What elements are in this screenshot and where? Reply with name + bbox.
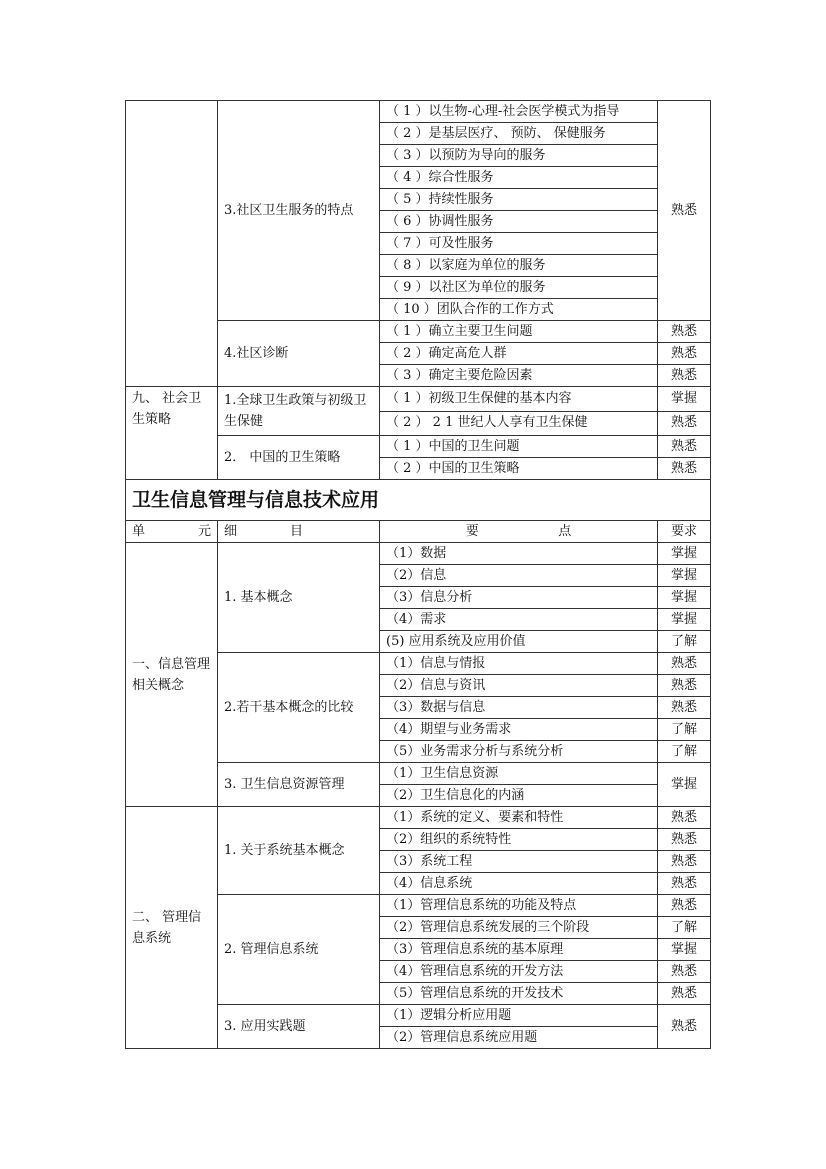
requirement-cell: 熟悉 <box>658 829 711 851</box>
section-heading-row <box>126 480 711 521</box>
header-points-a: 要 <box>465 523 479 539</box>
table-row <box>126 521 711 543</box>
point-cell: （ 3 ）以预防为导向的服务 <box>380 145 658 167</box>
requirement-cell: 熟悉 <box>658 458 711 480</box>
point-cell: （1）管理信息系统的功能及特点 <box>380 895 658 917</box>
subject-cell: 3. 应用实践题 <box>218 1005 380 1049</box>
point-cell: （5）管理信息系统的开发技术 <box>380 983 658 1005</box>
requirement-cell: 熟悉 <box>658 675 711 697</box>
requirement-cell: 掌握 <box>658 587 711 609</box>
requirement-cell: 熟悉 <box>658 895 711 917</box>
requirement-cell: 掌握 <box>658 387 711 412</box>
requirement-cell: 掌握 <box>658 565 711 587</box>
point-cell: （2）管理信息系统应用题 <box>380 1027 658 1049</box>
header-subject-a: 细 <box>224 523 238 539</box>
point-cell: （ 1 ）以生物-心理-社会医学模式为指导 <box>380 101 658 123</box>
point-cell: （ 3 ）确定主要危险因素 <box>380 365 658 387</box>
point-cell: （ 4 ）综合性服务 <box>380 167 658 189</box>
requirement-cell: 熟悉 <box>658 697 711 719</box>
unit-cell: 二、 管理信息系统 <box>126 807 218 1049</box>
header-points-b: 点 <box>558 523 572 539</box>
requirement-cell: 掌握 <box>658 939 711 961</box>
requirement-cell: 熟悉 <box>658 321 711 343</box>
requirement-cell: 掌握 <box>658 609 711 631</box>
header-subject-b: 目 <box>289 523 303 539</box>
table-row <box>126 387 711 412</box>
requirement-cell: 掌握 <box>658 763 711 807</box>
header-requirement: 要求 <box>658 521 711 543</box>
point-cell: （ 7 ）可及性服务 <box>380 233 658 255</box>
subject-cell: 1. 基本概念 <box>218 543 380 653</box>
table-row <box>126 807 711 829</box>
requirement-cell: 熟悉 <box>658 436 711 458</box>
section-heading: 卫生信息管理与信息技术应用 <box>126 480 711 521</box>
requirement-cell: 熟悉 <box>658 653 711 675</box>
unit-cell-empty <box>126 101 218 387</box>
subject-cell: 1.全球卫生政策与初级卫生保健 <box>218 387 380 436</box>
requirement-cell: 熟悉 <box>658 807 711 829</box>
point-cell: （4）期望与业务需求 <box>380 719 658 741</box>
subject-cell: 2. 管理信息系统 <box>218 895 380 1005</box>
point-cell: （2）卫生信息化的内涵 <box>380 785 658 807</box>
point-cell: （ 1 ）中国的卫生问题 <box>380 436 658 458</box>
header-unit-b: 元 <box>197 523 211 539</box>
subject-cell: 2.若干基本概念的比较 <box>218 653 380 763</box>
point-cell: （ 1 ）确立主要卫生问题 <box>380 321 658 343</box>
header-unit <box>126 521 218 543</box>
requirement-cell: 熟悉 <box>658 873 711 895</box>
point-cell: （ 8 ）以家庭为单位的服务 <box>380 255 658 277</box>
point-cell: （5）业务需求分析与系统分析 <box>380 741 658 763</box>
point-cell: （2）组织的系统特性 <box>380 829 658 851</box>
point-cell: （1）卫生信息资源 <box>380 763 658 785</box>
header-subject <box>218 521 380 543</box>
point-cell: （ 6 ）协调性服务 <box>380 211 658 233</box>
unit-cell: 一、信息管理相关概念 <box>126 543 218 807</box>
subject-cell: 1. 关于系统基本概念 <box>218 807 380 895</box>
point-cell: （1）数据 <box>380 543 658 565</box>
header-points <box>380 521 658 543</box>
point-cell: （ 2 ）中国的卫生策略 <box>380 458 658 480</box>
unit-cell: 九、 社会卫生策略 <box>126 387 218 480</box>
requirement-cell: 了解 <box>658 719 711 741</box>
point-cell: （ 5 ）持续性服务 <box>380 189 658 211</box>
point-cell: （ 1 ）初级卫生保健的基本内容 <box>380 387 658 412</box>
subject-cell: 4.社区诊断 <box>218 321 380 387</box>
point-cell: （ 2 ） 2 1 世纪人人享有卫生保健 <box>380 411 658 436</box>
requirement-cell: 熟悉 <box>658 851 711 873</box>
point-cell: （2）信息与资讯 <box>380 675 658 697</box>
subject-cell: 3.社区卫生服务的特点 <box>218 101 380 321</box>
requirement-cell: 掌握 <box>658 543 711 565</box>
point-cell: （3）信息分析 <box>380 587 658 609</box>
table-row <box>126 543 711 565</box>
point-cell: （3）管理信息系统的基本原理 <box>380 939 658 961</box>
point-cell: （4）管理信息系统的开发方法 <box>380 961 658 983</box>
requirement-cell: 了解 <box>658 917 711 939</box>
subject-cell: 2． 中国的卫生策略 <box>218 436 380 480</box>
point-cell: (5) 应用系统及应用价值 <box>380 631 658 653</box>
point-cell: （1）信息与情报 <box>380 653 658 675</box>
point-cell: （2）管理信息系统发展的三个阶段 <box>380 917 658 939</box>
point-cell: （1）系统的定义、要素和特性 <box>380 807 658 829</box>
requirement-cell: 熟悉 <box>658 101 711 321</box>
requirement-cell: 熟悉 <box>658 365 711 387</box>
subject-cell: 3. 卫生信息资源管理 <box>218 763 380 807</box>
table-row <box>126 101 711 123</box>
point-cell: （4）需求 <box>380 609 658 631</box>
point-cell: （ 2 ）确定高危人群 <box>380 343 658 365</box>
requirement-cell: 熟悉 <box>658 411 711 436</box>
requirement-cell: 熟悉 <box>658 343 711 365</box>
point-cell: （2）信息 <box>380 565 658 587</box>
header-unit-a: 单 <box>132 523 146 539</box>
point-cell: （3）数据与信息 <box>380 697 658 719</box>
point-cell: （3）系统工程 <box>380 851 658 873</box>
requirement-cell: 了解 <box>658 631 711 653</box>
requirement-cell: 熟悉 <box>658 961 711 983</box>
syllabus-table <box>125 100 711 1049</box>
point-cell: （ 2 ）是基层医疗、 预防、 保健服务 <box>380 123 658 145</box>
point-cell: （ 9 ）以社区为单位的服务 <box>380 277 658 299</box>
point-cell: （4）信息系统 <box>380 873 658 895</box>
requirement-cell: 了解 <box>658 741 711 763</box>
point-cell: （1）逻辑分析应用题 <box>380 1005 658 1027</box>
requirement-cell: 熟悉 <box>658 1005 711 1049</box>
requirement-cell: 熟悉 <box>658 983 711 1005</box>
point-cell: （ 10 ）团队合作的工作方式 <box>380 299 658 321</box>
